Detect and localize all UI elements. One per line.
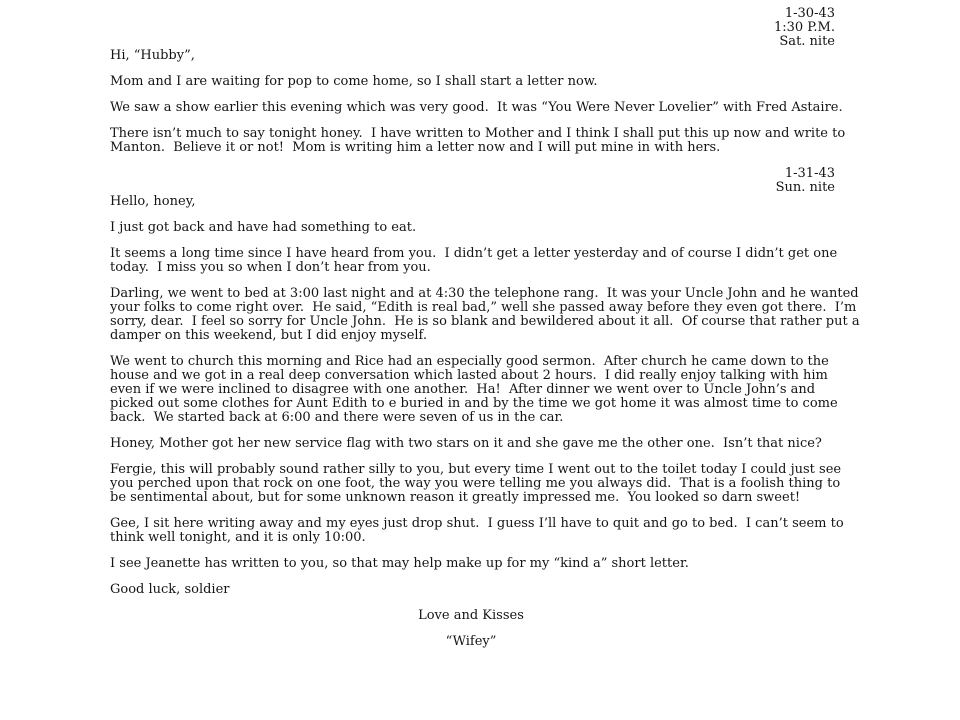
letter-paragraph: Honey, Mother got her new service flag with two stars on it and she gave me the other one. Isn’t that nice? bbox=[110, 436, 822, 451]
letter-dateline bbox=[110, 167, 860, 195]
letter-paragraph: I see Jeanette has written to you, so that may help make up for my “kind a” short letter. bbox=[110, 556, 689, 571]
letter-dateline bbox=[110, 7, 860, 49]
letter-body bbox=[110, 6, 864, 661]
date-line: Sat. nite bbox=[779, 34, 835, 49]
date-line: 1-30-43 bbox=[784, 6, 835, 21]
letter-closing: Love and Kisses bbox=[418, 608, 524, 623]
letter-paragraph: Darling, we went to bed at 3:00 last night and at 4:30 the telephone rang. It was your Uncle John and he wanted your folks to come right over. He said, “Edith is real bad,” well she passed away before they even got there. I’m sorry, dear. I feel so sorry for Uncle John. He is so blank and bewildered about it all. Of course that rather put a damper on this weekend, but I did enjoy myself. bbox=[110, 286, 864, 343]
date-line: 1:30 P.M. bbox=[773, 20, 835, 35]
letter-paragraph: Fergie, this will probably sound rather silly to you, but every time I went out to the toilet today I could just see you perched upon that rock on one foot, the way you were telling me you always did. That is a foolish thing to be sentimental about, but for some unknown reason it greatly impressed me. You looked so darn sweet! bbox=[110, 462, 846, 505]
letter-paragraph: There isn’t much to say tonight honey. I have written to Mother and I think I shall put this up now and write to Manton. Believe it or not! Mom is writing him a letter now and I will put mine in with hers. bbox=[110, 126, 850, 155]
letter-paragraph: Mom and I are waiting for pop to come home, so I shall start a letter now. bbox=[110, 74, 598, 89]
letter-paragraph: Hi, “Hubby”, bbox=[110, 48, 195, 63]
date-line: Sun. nite bbox=[775, 180, 835, 195]
letter-paragraph: Hello, honey, bbox=[110, 194, 196, 209]
letter-paragraph: I just got back and have had something to eat. bbox=[110, 220, 417, 235]
letter-paragraph: Good luck, soldier bbox=[110, 582, 230, 597]
date-line: 1-31-43 bbox=[784, 166, 835, 181]
letter-paragraph: Gee, I sit here writing away and my eyes just drop shut. I guess I’ll have to quit and go to bed. I can’t seem to think well tonight, and it is only 10:00. bbox=[110, 516, 848, 545]
letter-paragraph: We went to church this morning and Rice had an especially good sermon. After church he came down to the house and we got in a real deep conversation which lasted about 2 hours. I did really enjoy talking with him even if we were inclined to disagree with one another. Ha! After dinner we went over to Uncle John’s and picked out some clothes for Aunt Edith to e buried in and by the time we got home it was almost time to come back. We started back at 6:00 and there were seven of us in the car. bbox=[110, 354, 842, 425]
letter-paragraph: It seems a long time since I have heard from you. I didn’t get a letter yesterday and of course I didn’t get one today. I miss you so when I don’t hear from you. bbox=[110, 246, 842, 275]
letter-signature: “Wifey” bbox=[445, 634, 497, 649]
letter-paragraph: We saw a show earlier this evening which was very good. It was “You Were Never Lovelier” with Fred Astaire. bbox=[110, 100, 843, 115]
